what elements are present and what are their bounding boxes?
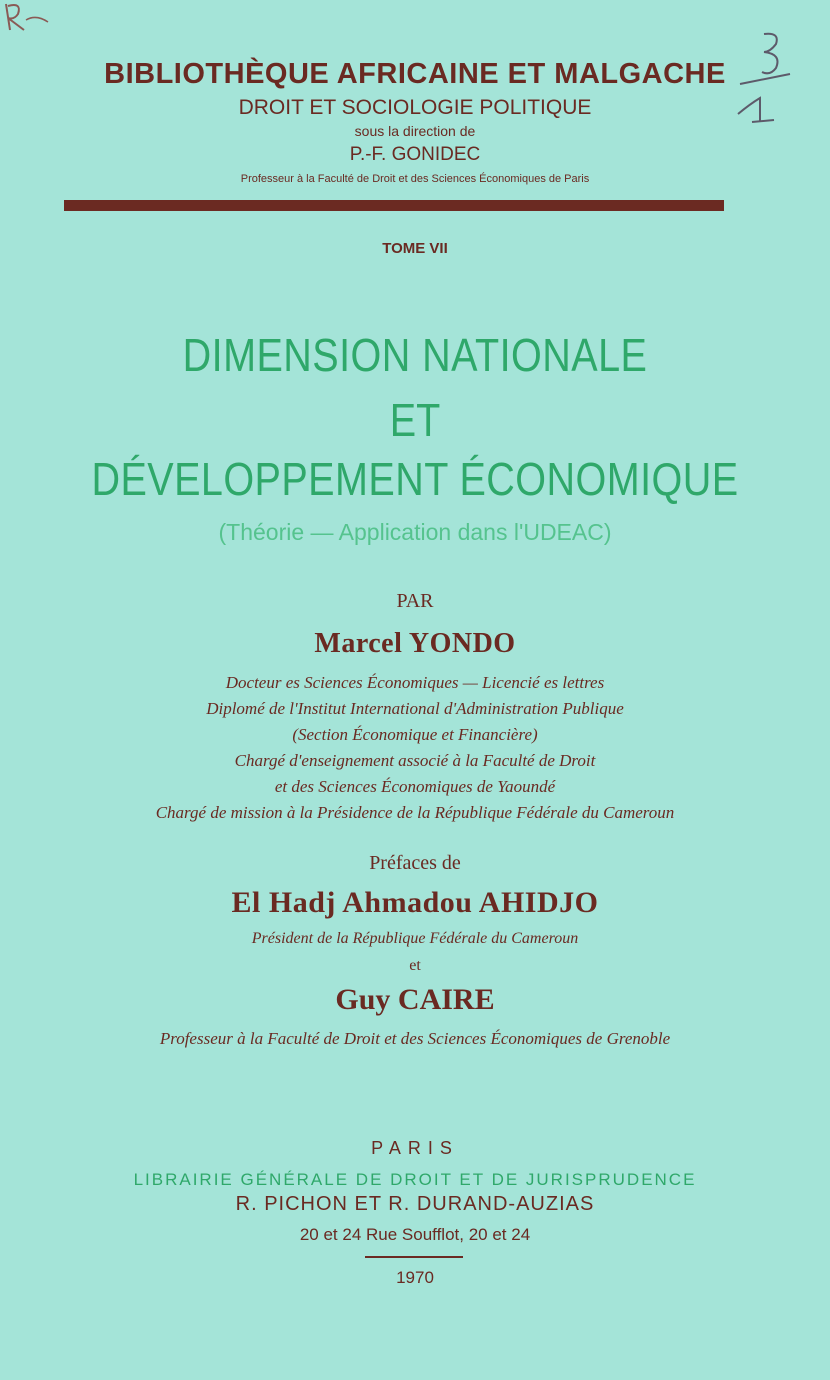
series-subtitle: DROIT ET SOCIOLOGIE POLITIQUE [238, 96, 592, 119]
author-credential: Docteur es Sciences Économiques — Licencié es lettres [225, 673, 605, 692]
by-label: PAR [396, 590, 434, 612]
series-direction-label: sous la direction de [354, 123, 476, 139]
header-rule [64, 200, 724, 211]
author-credential: Chargé d'enseignement associé à la Faculté de Droit [234, 751, 596, 770]
series-director-role: Professeur à la Faculté de Droit et des Sciences Économiques de Paris [240, 173, 590, 185]
preface-author-1-role: Président de la République Fédérale du Cameroun [251, 930, 579, 947]
book-subtitle: (Théorie — Application dans l'UDEAC) [218, 519, 612, 545]
author-credential: (Section Économique et Financière) [292, 725, 538, 744]
publisher-address: 20 et 24 Rue Soufflot, 20 et 24 [299, 1225, 531, 1244]
preface-author-2: Guy CAIRE [335, 983, 495, 1016]
book-title-line-1: DIMENSION NATIONALE [182, 329, 648, 381]
publisher-city: PARIS [371, 1138, 459, 1158]
publication-year: 1970 [396, 1268, 434, 1287]
preface-author-1: El Hadj Ahmadou AHIDJO [231, 886, 599, 919]
author-name: Marcel YONDO [314, 628, 516, 659]
series-director: P.-F. GONIDEC [349, 144, 481, 165]
publisher-imprint: R. PICHON ET R. DURAND-AUZIAS [235, 1193, 595, 1215]
publisher-name: LIBRAIRIE GÉNÉRALE DE DROIT ET DE JURISPRUDENCE [133, 1170, 697, 1189]
handwritten-mark-top-left [0, 0, 60, 40]
author-credential: Diplomé de l'Institut International d'Administration Publique [206, 699, 624, 718]
book-title-line-3: DÉVELOPPEMENT ÉCONOMIQUE [91, 453, 739, 505]
preface-author-2-role: Professeur à la Faculté de Droit et des Sciences Économiques de Grenoble [159, 1029, 671, 1048]
author-credential: et des Sciences Économiques de Yaoundé [274, 777, 556, 796]
footer-rule [365, 1256, 463, 1258]
tome-number: TOME VII [382, 240, 448, 257]
book-title-line-2: ET [389, 394, 441, 446]
preface-conjunction: et [409, 957, 421, 974]
prefaces-label: Préfaces de [369, 852, 461, 874]
series-title: BIBLIOTHÈQUE AFRICAINE ET MALGACHE [104, 58, 726, 90]
author-credential: Chargé de mission à la Présidence de la République Fédérale du Cameroun [155, 803, 675, 822]
